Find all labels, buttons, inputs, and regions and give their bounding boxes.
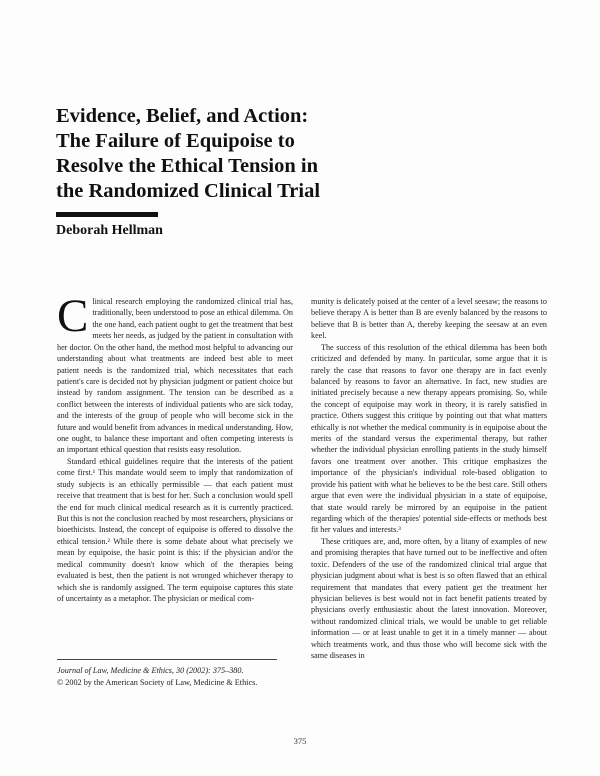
title-line-1: Evidence, Belief, and Action:: [56, 105, 309, 127]
title-line-4: the Randomized Clinical Trial: [56, 180, 321, 202]
page-number: 375: [293, 736, 307, 746]
left-paragraph-1-text: linical research employing the randomized clinical trial has, traditionally, been understood to pose an ethical dilemma. On the one hand, each patient ought to get the treatment that best meets her needs, as judged by the patient in consultation with her doctor. On the other hand, the method most helpful to advancing our understanding about what treatments are indeed best able to meet patient needs is the randomized trial, which necessitates that each patient's care is decided not by physician judgment or patient choice but instead by random assignment. The tension can be described as a conflict between the interests of individual patients who are sick today, and the interests of the group of people who will become sick in the future and would benefit from advances in medical understanding. How, one ought, to balance these important and often competing interests is an important ethical question that resists easy resolution.: [57, 297, 293, 455]
left-column: [57, 296, 293, 656]
citation: [57, 665, 293, 688]
right-paragraph-2: The success of this resolution of the ethical dilemma has been both criticized and defended by many. In particular, some argue that it is rarely the case that reasons to favor one therapy are in fact evenly balanced by reasons to favor an alternative. In fact, new studies are initiated precisely because a new therapy appears promising. So, while the concept of equipoise may work in theory, it is rarely satisfied in practice. Others suggest this critique by pointing out that what matters ethically is not whether the medical community is in equipoise about the merits of the standard versus the experimental therapy, but rather whether the individual physician enrolling patients in the study himself favors one treatment over another. This critique emphasizes the importance of the physician's individual role-based obligation to provide his patient with what he believes to be the best care. Still others argue that even were the individual physician in a state of equipoise, that state would rarely be mirrored by an equipoise in the patient regarding which of the therapies' potential side-effects or methods best fit her values and interests.³: [311, 342, 547, 535]
article-title: [56, 104, 476, 204]
right-column: [311, 296, 547, 753]
right-paragraph-1: munity is delicately poised at the center of a level seesaw; the reasons to believe therapy A is better than B are evenly balanced by the reasons to believe that B is better than A, thereby keeping the seesaw at an even keel.: [311, 297, 547, 341]
left-paragraph-2: Standard ethical guidelines require that the interests of the patient come first.¹ This mandate would seem to imply that randomization of study subjects is an ethically permissible — that each patient must receive that treatment that is best for her. Such a conclusion would spell the end for much clinical medical research as it is currently practiced. But this is not the conclusion reached by most researchers, physicians or bioethicists. Instead, the concept of equipoise is offered to dissolve the ethical tension.² While there is some debate about what precisely we mean by equipoise, the basic point is this: if the physician and/or the medical community doesn't know which of the therapies being evaluated is best, then the patient is not wronged whichever therapy to which she is randomly assigned. The term equipoise captures this state of uncertainty as a metaphor. The physician or medical com-: [57, 456, 293, 603]
right-paragraph-3: These critiques are, and, more often, by a litany of examples of new and promising therapies that have turned out to be ineffective and often toxic. Defenders of the use of the randomized clinical trial argue that physician judgment about what is best is so often flawed that an ethical requirement that mandates that every patient get the treatment her physician believes is best would not in fact benefit patients treated by physicians overly enthusiastic about the latest innovation. Moreover, without randomized clinical trials, we would be unable to get reliable information — or at least unable to get it in a timely manner — about which treatments work, and thus those who will become sick with the same diseases in: [311, 536, 547, 661]
author-name: Deborah Hellman: [56, 223, 163, 238]
drop-cap: C: [57, 296, 89, 342]
citation-copyright: © 2002 by the American Society of Law, Medicine & Ethics.: [57, 677, 258, 687]
citation-journal: Journal of Law, Medicine & Ethics, 30 (2002): 375–380.: [57, 666, 244, 675]
footnote-divider: [57, 659, 277, 660]
title-line-2: The Failure of Equipoise to: [56, 130, 295, 152]
title-rule: [56, 212, 158, 217]
title-line-3: Resolve the Ethical Tension in: [56, 155, 318, 177]
left-paragraph-1: [57, 296, 293, 456]
